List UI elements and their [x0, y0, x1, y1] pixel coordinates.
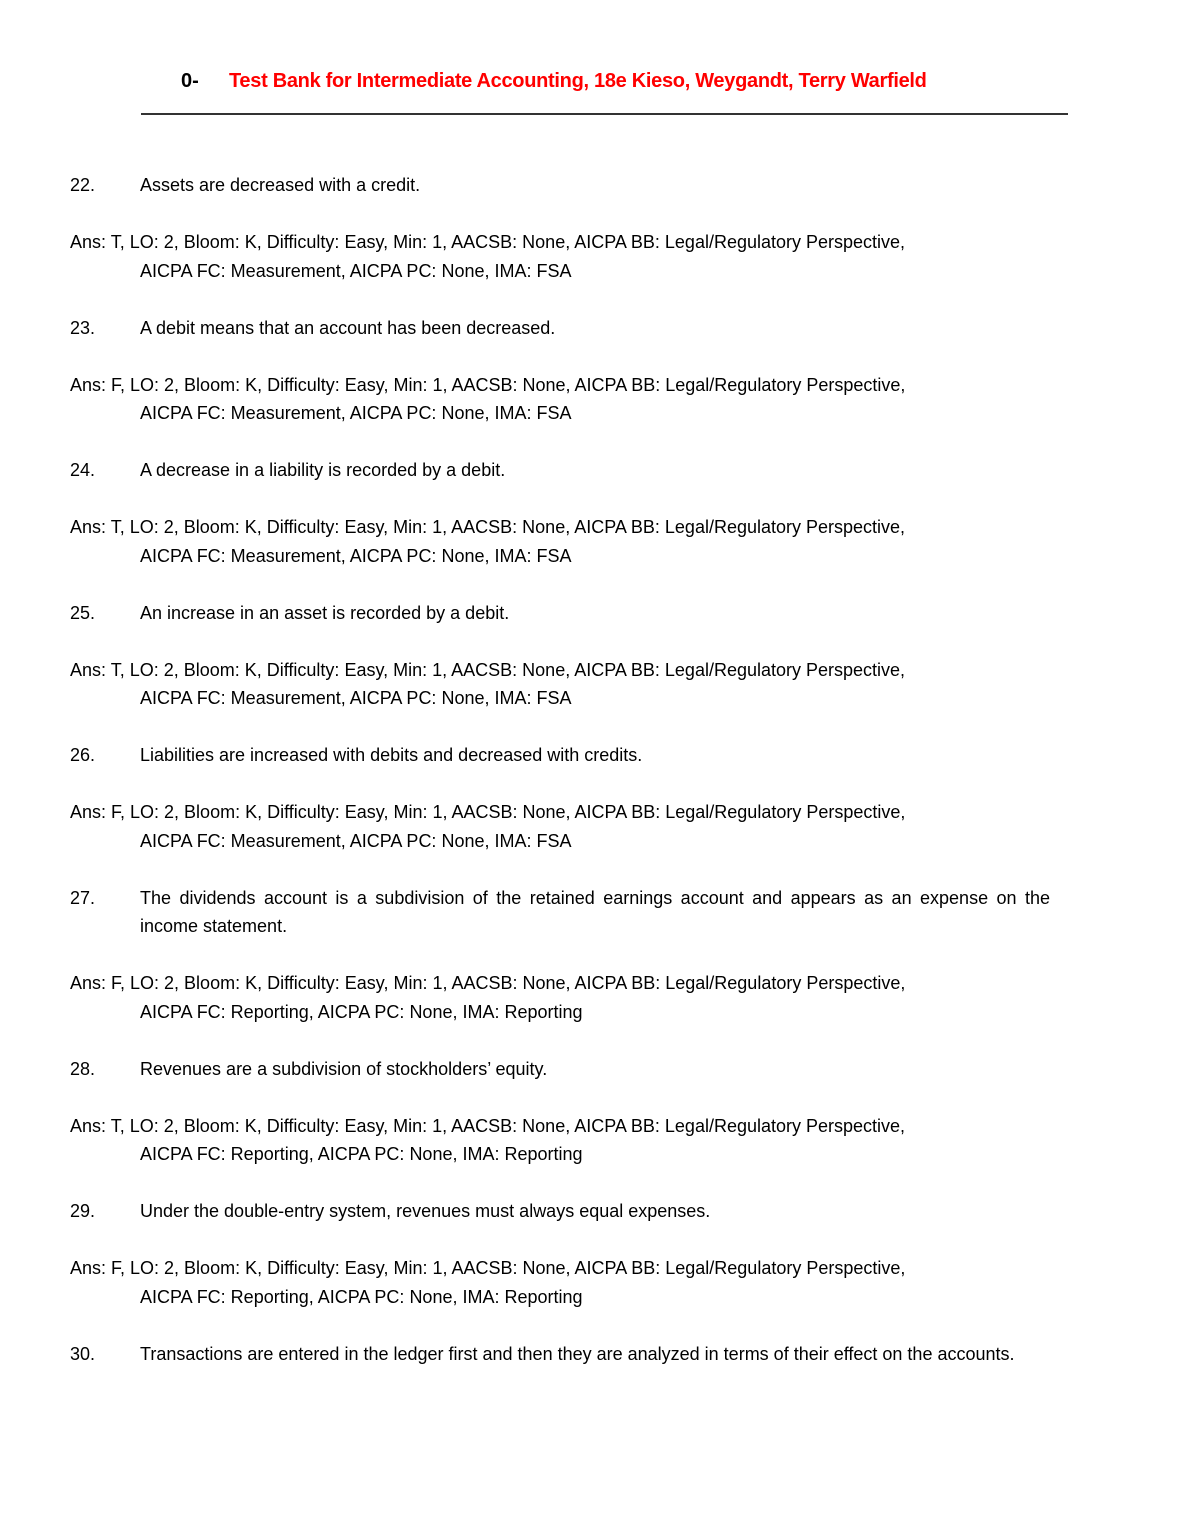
answer-metadata: [70, 969, 1050, 1026]
answer-line-2: AICPA FC: Measurement, AICPA PC: None, IMA: FSA: [140, 260, 572, 281]
question-number: 30.: [70, 1343, 96, 1364]
question-text: A decrease in a liability is recorded by a debit.: [140, 460, 506, 480]
answer-metadata: [70, 1112, 1050, 1169]
answer-metadata: [70, 1254, 1050, 1311]
question-number: 27.: [70, 887, 96, 908]
answer-line-1: Ans: T, LO: 2, Bloom: K, Difficulty: Easy, Min: 1, AACSB: None, AICPA BB: Legal/Regulatory Perspective,: [70, 517, 906, 537]
answer-metadata: [70, 513, 1050, 570]
answer-line-1: Ans: F, LO: 2, Bloom: K, Difficulty: Easy, Min: 1, AACSB: None, AICPA BB: Legal/Regulatory Perspective,: [70, 802, 906, 822]
answer-metadata: [70, 656, 1050, 713]
answer-line-1: Ans: F, LO: 2, Bloom: K, Difficulty: Easy, Min: 1, AACSB: None, AICPA BB: Legal/Regulatory Perspective,: [70, 1258, 906, 1278]
question-number: 25.: [70, 602, 96, 623]
question: [70, 456, 1050, 485]
answer-line-2: AICPA FC: Measurement, AICPA PC: None, IMA: FSA: [140, 688, 572, 708]
answer-line-2: AICPA FC: Reporting, AICPA PC: None, IMA: Reporting: [140, 1286, 583, 1307]
header-title: Test Bank for Intermediate Accounting, 18e Kieso, Weygandt, Terry Warfield: [229, 70, 927, 92]
answer-line-1: Ans: T, LO: 2, Bloom: K, Difficulty: Easy, Min: 1, AACSB: None, AICPA BB: Legal/Regulatory Perspective,: [70, 232, 906, 252]
question-list: [70, 171, 1050, 1397]
question: [70, 741, 1050, 770]
question-number: 28.: [70, 1058, 96, 1079]
question: [70, 1197, 1050, 1226]
question: [70, 314, 1050, 343]
question-number: 26.: [70, 745, 96, 765]
question: [70, 1055, 1050, 1084]
answer-line-2: AICPA FC: Reporting, AICPA PC: None, IMA: Reporting: [140, 1144, 583, 1164]
answer-line-1: Ans: F, LO: 2, Bloom: K, Difficulty: Easy, Min: 1, AACSB: None, AICPA BB: Legal/Regulatory Perspective,: [70, 973, 906, 993]
question-text: The dividends account is a subdivision of the retained earnings account and appears as an expense on the income statement.: [140, 887, 1050, 936]
answer-line-2: AICPA FC: Measurement, AICPA PC: None, IMA: FSA: [140, 545, 572, 566]
page-header: [0, 70, 1190, 96]
header-divider: [141, 113, 1068, 115]
answer-metadata: [70, 798, 1050, 855]
answer-line-1: Ans: T, LO: 2, Bloom: K, Difficulty: Easy, Min: 1, AACSB: None, AICPA BB: Legal/Regulatory Perspective,: [70, 1115, 906, 1136]
question-text: Transactions are entered in the ledger first and then they are analyzed in terms of their effect on the accounts.: [140, 1343, 1015, 1364]
question-text: Under the double-entry system, revenues must always equal expenses.: [140, 1201, 711, 1221]
question-text: A debit means that an account has been decreased.: [140, 317, 556, 338]
question-number: 23.: [70, 317, 96, 338]
question: [70, 884, 1050, 941]
question-number: 29.: [70, 1201, 96, 1221]
answer-line-1: Ans: T, LO: 2, Bloom: K, Difficulty: Easy, Min: 1, AACSB: None, AICPA BB: Legal/Regulatory Perspective,: [70, 659, 906, 680]
question: [70, 171, 1050, 200]
answer-line-2: AICPA FC: Measurement, AICPA PC: None, IMA: FSA: [140, 403, 572, 423]
question-number: 22.: [70, 175, 96, 195]
answer-metadata: [70, 371, 1050, 428]
question: [70, 1340, 1050, 1369]
question: [70, 599, 1050, 628]
question-number: 24.: [70, 460, 96, 480]
question-text: Assets are decreased with a credit.: [140, 175, 421, 195]
question-text: Liabilities are increased with debits and decreased with credits.: [140, 745, 643, 765]
answer-line-1: Ans: F, LO: 2, Bloom: K, Difficulty: Easy, Min: 1, AACSB: None, AICPA BB: Legal/Regulatory Perspective,: [70, 374, 906, 395]
answer-metadata: [70, 228, 1050, 285]
question-text: Revenues are a subdivision of stockholders’ equity.: [140, 1058, 548, 1079]
answer-line-2: AICPA FC: Reporting, AICPA PC: None, IMA: Reporting: [140, 1001, 583, 1022]
question-text: An increase in an asset is recorded by a debit.: [140, 602, 510, 623]
page-number: 0-: [181, 70, 199, 92]
answer-line-2: AICPA FC: Measurement, AICPA PC: None, IMA: FSA: [140, 830, 572, 851]
